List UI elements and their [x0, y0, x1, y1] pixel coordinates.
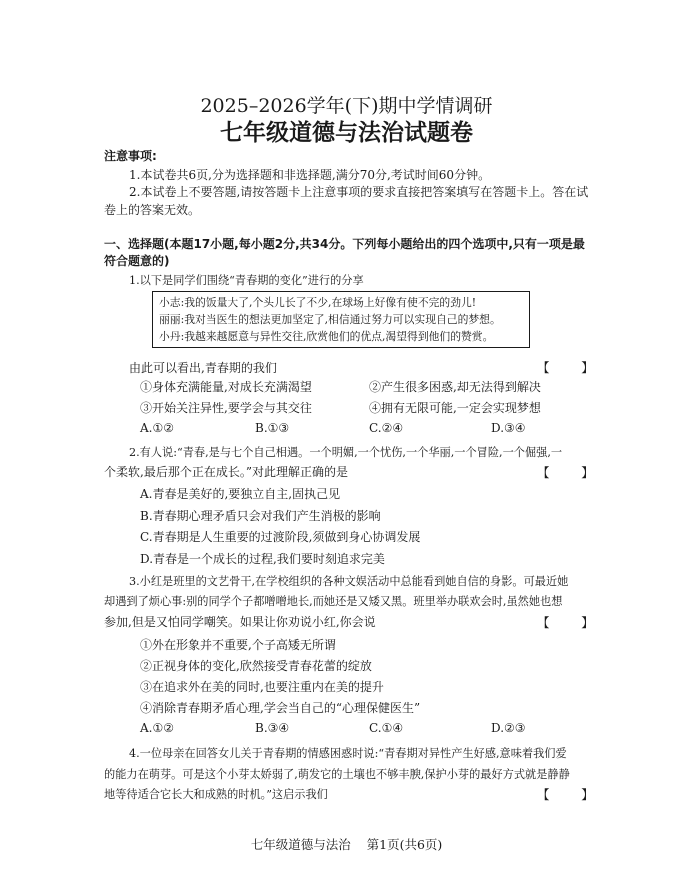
q1-quote-1: 小志:我的饭量大了,个头儿长了不少,在球场上好像有使不完的劲儿! — [159, 296, 477, 309]
q3-statement-3: ③在追求外在美的同时,也要注重内在美的提升 — [140, 680, 384, 694]
q2-option-d: D.青春是一个成长的过程,我们要时刻追求完美 — [140, 552, 385, 566]
q3-statement-1: ①外在形象并不重要,个子高矮无所谓 — [140, 638, 336, 652]
q3-option-c: C.①④ — [369, 721, 404, 735]
q1-intro: 1.以下是同学们围绕“青春期的变化”进行的分享 — [129, 274, 364, 287]
notice-item-2-line1: 2.本试卷上不要答题,请按答题卡上注意事项的要求直接把答案填写在答题卡上。答在试 — [129, 185, 589, 199]
q3-stem-line1: 3.小红是班里的文艺骨干,在学校组织的各种文娱活动中总能看到她自信的身影。可最近她 — [129, 575, 569, 588]
q1-stem: 由此可以看出,青春期的我们 — [129, 361, 277, 375]
q4-answer-bracket: 【 】 — [537, 787, 594, 802]
exam-title-line2: 七年级道德与法治试题卷 — [220, 120, 473, 146]
section-heading-line1: 一、选择题(本题17小题,每小题2分,共34分。下列每小题给出的四个选项中,只有一项是最 — [104, 237, 585, 251]
q2-option-a: A.青春是美好的,要独立自主,固执己见 — [140, 487, 341, 501]
section-heading-line2: 符合题意的) — [104, 254, 170, 268]
q1-option-c: C.②④ — [369, 421, 404, 435]
q1-option-b: B.①③ — [255, 421, 290, 435]
q1-statement-1: ①身体充满能量,对成长充满渴望 — [140, 380, 312, 394]
q1-statement-2: ②产生很多困惑,却无法得到解决 — [369, 380, 541, 394]
q4-stem-line3: 地等待适合它长大和成熟的时机。”这启示我们 — [104, 788, 328, 801]
q1-option-d: D.③④ — [491, 421, 526, 435]
q3-statement-2: ②正视身体的变化,欣然接受青春花蕾的绽放 — [140, 659, 372, 673]
q2-stem-line1: 2.有人说:“青春,是与七个自己相遇。一个明媚,一个忧伤,一个华丽,一个冒险,一个倔强,一 — [129, 446, 563, 459]
q3-option-b: B.③④ — [255, 721, 290, 735]
q2-option-b: B.青春期心理矛盾只会对我们产生消极的影响 — [140, 509, 381, 523]
exam-title-line1: 2025–2026学年(下)期中学情调研 — [200, 95, 493, 117]
q3-option-a: A.①② — [140, 721, 174, 735]
q3-statement-4: ④消除青春期矛盾心理,学会当自己的“心理保健医生” — [140, 701, 421, 715]
notice-item-1: 1.本试卷共6页,分为选择题和非选择题,满分70分,考试时间60分钟。 — [129, 168, 491, 182]
q3-stem-line3: 参加,但是又怕同学嘲笑。如果让你劝说小红,你会说 — [104, 615, 376, 629]
page-footer: 七年级道德与法治 第1页(共6页) — [250, 837, 443, 852]
q2-option-c: C.青春期是人生重要的过渡阶段,须做到身心协调发展 — [140, 530, 421, 544]
q2-stem-line2: 个柔软,最后那个正在成长。”对此理解正确的是 — [104, 465, 348, 479]
q3-option-d: D.②③ — [491, 721, 526, 735]
q1-quote-3: 小丹:我越来越愿意与异性交往,欣赏他们的优点,渴望得到他们的赞赏。 — [159, 330, 494, 343]
q1-quote-box — [152, 291, 530, 348]
q2-answer-bracket: 【 】 — [537, 465, 594, 480]
q1-option-a: A.①② — [140, 421, 174, 435]
q3-stem-line2: 却遇到了烦心事:别的同学个子都噌噌地长,而她还是又矮又黑。班里举办联欢会时,虽然她也想 — [104, 595, 563, 608]
q1-quote-2: 丽丽:我对当医生的想法更加坚定了,相信通过努力可以实现自己的梦想。 — [159, 313, 501, 326]
notice-heading: 注意事项: — [104, 149, 157, 163]
q1-statement-4: ④拥有无限可能,一定会实现梦想 — [369, 401, 541, 415]
notice-item-2-line2: 卷上的答案无效。 — [104, 203, 201, 217]
q4-stem-line2: 的能力在萌芽。可是这个小芽太娇弱了,萌发它的土壤也不够丰腴,保护小芽的最好方式就是静静 — [104, 768, 570, 781]
q4-stem-line1: 4.一位母亲在回答女儿关于青春期的情感困惑时说:“青春期对异性产生好感,意味着我们爱 — [129, 747, 567, 760]
q3-answer-bracket: 【 】 — [537, 615, 594, 630]
q1-statement-3: ③开始关注异性,要学会与其交往 — [140, 401, 312, 415]
q1-answer-bracket: 【 】 — [537, 360, 594, 375]
